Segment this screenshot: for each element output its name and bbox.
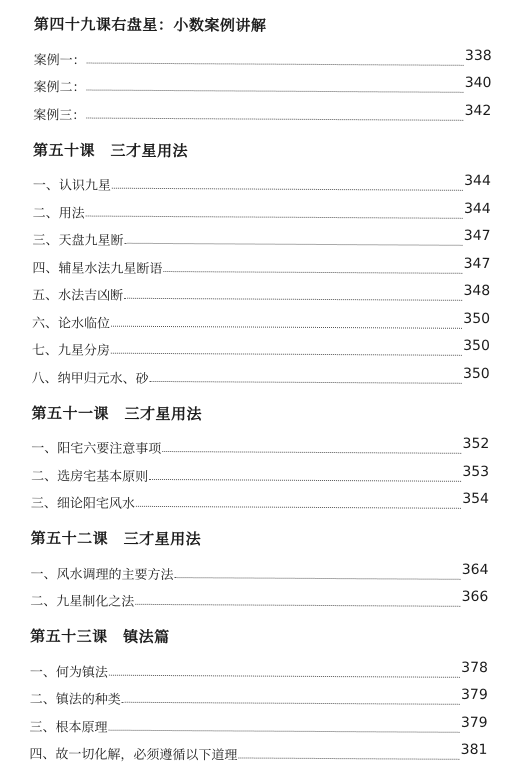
entry-label: 一、认识九星 [32, 178, 111, 194]
toc-entry[interactable] [33, 166, 491, 196]
page-number: 347 [463, 227, 491, 245]
dot-leader [174, 577, 460, 580]
entry-label: 三、天盘九星断 [32, 233, 124, 249]
entry-label: 二、九星制化之法 [30, 594, 135, 610]
entry-label: 三、根本原理 [29, 719, 108, 736]
page-number: 378 [461, 659, 488, 676]
page-number: 340 [464, 74, 492, 92]
dot-leader [162, 451, 461, 454]
toc-entry[interactable] [32, 248, 490, 278]
page-number: 364 [461, 561, 489, 578]
section-title: 第五十三课 镇法篇 [30, 627, 170, 647]
toc-entry[interactable] [32, 358, 490, 388]
entry-label: 一、风水调理的主要方法 [30, 566, 174, 583]
toc-entry[interactable] [30, 582, 488, 612]
dot-leader [111, 325, 462, 328]
entry-label: 五、水法吉凶断 [32, 288, 124, 304]
dot-leader [109, 674, 460, 677]
section-title: 第五十一课 三才星用法 [31, 403, 203, 423]
dot-leader [150, 380, 462, 383]
section-title: 第四十九课右盘星：小数案例讲解 [33, 15, 267, 35]
entry-label: 案例一： [33, 52, 86, 69]
page-number: 354 [462, 490, 490, 507]
page-number: 350 [463, 310, 491, 327]
toc-entry[interactable] [29, 735, 487, 765]
page-number: 352 [462, 435, 490, 452]
entry-label: 二、选房宅基本原则 [31, 468, 149, 485]
dot-leader [87, 62, 464, 65]
dot-leader [112, 188, 463, 191]
entry-label: 七、九星分房 [31, 343, 110, 359]
dot-leader [149, 478, 461, 481]
toc-entry[interactable] [31, 429, 489, 459]
toc-entry[interactable] [31, 456, 489, 486]
page-number: 348 [463, 282, 491, 299]
dot-leader [86, 117, 463, 120]
toc-section [30, 528, 488, 612]
toc-entry[interactable] [30, 707, 488, 737]
entry-label: 六、论水临位 [31, 315, 111, 332]
page-number: 350 [462, 365, 490, 382]
entry-label: 三、细论阳宅风水 [30, 496, 135, 512]
toc-section [32, 140, 491, 389]
page-number: 353 [462, 463, 490, 480]
toc-entry[interactable] [30, 680, 488, 710]
dot-leader [111, 353, 462, 356]
page-number: 347 [463, 255, 491, 272]
entry-label: 四、故一切化解，必须遵循以下道理 [29, 747, 238, 764]
toc-entry[interactable] [31, 484, 489, 514]
toc-section [31, 403, 490, 514]
dot-leader [124, 298, 462, 301]
page-number: 366 [461, 588, 489, 605]
entry-label: 四、辅星水法九星断语 [32, 260, 163, 277]
page-number: 379 [460, 686, 488, 703]
toc-entry[interactable] [33, 193, 491, 223]
entry-label: 案例二： [33, 80, 86, 96]
entry-label: 一、何为镇法 [29, 664, 108, 681]
page-number: 342 [464, 102, 492, 119]
toc-entry[interactable] [33, 95, 491, 125]
page-number: 381 [460, 741, 488, 758]
dot-leader [136, 506, 461, 509]
dot-leader [163, 271, 462, 274]
toc-entry[interactable] [30, 554, 488, 584]
dot-leader [86, 215, 463, 218]
toc-entry[interactable] [32, 331, 490, 361]
page-number: 350 [463, 337, 490, 354]
toc-section [33, 14, 492, 125]
dot-leader [135, 604, 460, 607]
toc-entry[interactable] [33, 68, 491, 98]
page-number: 338 [464, 47, 492, 64]
toc-entry[interactable] [32, 221, 490, 251]
entry-label: 一、阳宅六要注意事项 [31, 441, 162, 457]
entry-label: 八、纳甲归元水、砂 [31, 370, 149, 387]
dot-leader [122, 702, 460, 705]
toc-entry[interactable] [32, 276, 490, 306]
entry-label: 二、用法 [32, 205, 85, 222]
toc-entry[interactable] [34, 40, 492, 70]
page-number: 344 [464, 172, 491, 190]
section-title: 第五十二课 三才星用法 [30, 529, 202, 549]
dot-leader [238, 757, 459, 759]
dot-leader [125, 243, 463, 246]
section-title: 第五十课 三才星用法 [33, 140, 189, 160]
entry-label: 二、镇法的种类 [29, 692, 121, 708]
dot-leader [109, 729, 460, 732]
toc-entry[interactable] [32, 303, 490, 333]
entry-label: 案例三： [33, 107, 86, 124]
dot-leader [86, 90, 463, 93]
toc-section [29, 626, 488, 765]
page-number: 344 [463, 200, 491, 217]
toc-entry[interactable] [30, 652, 488, 682]
page-number: 379 [460, 714, 488, 731]
